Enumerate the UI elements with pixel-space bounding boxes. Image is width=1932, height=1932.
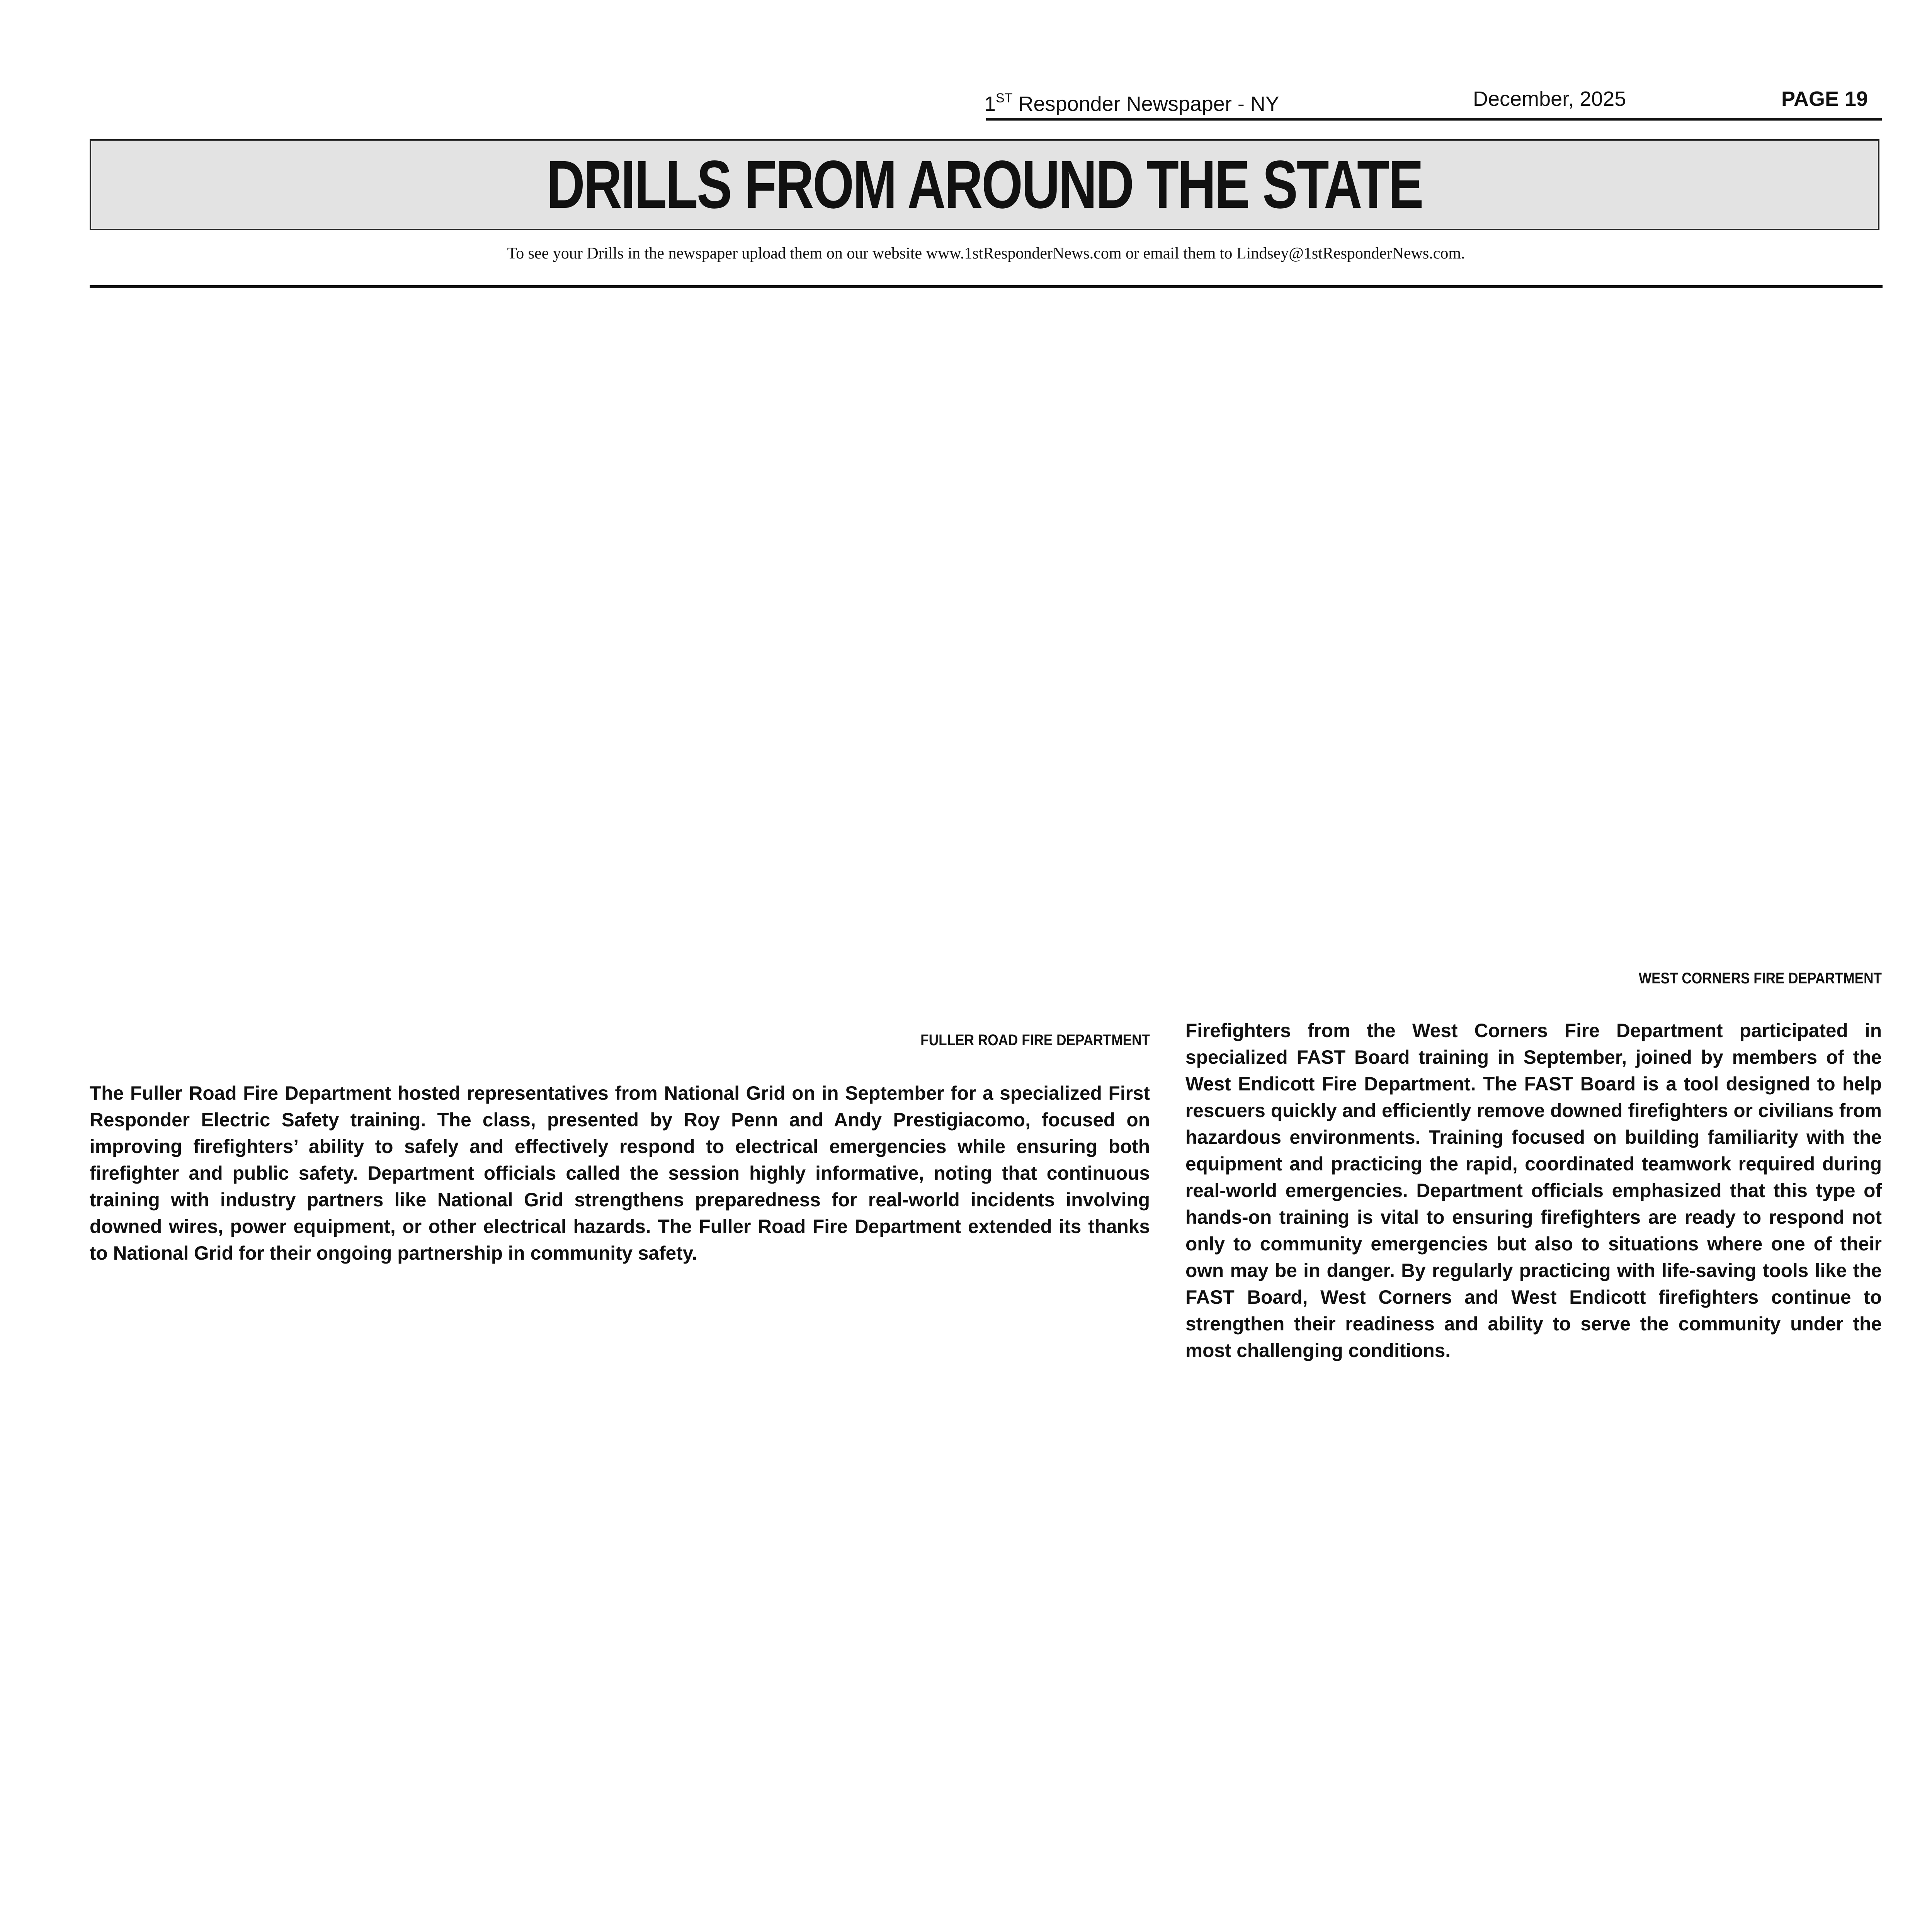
newspaper-name-superscript: ST xyxy=(996,91,1013,105)
newspaper-name xyxy=(984,91,1279,116)
issue-date: December, 2025 xyxy=(1473,87,1626,111)
page-number: PAGE 19 xyxy=(1781,87,1868,111)
submission-note: To see your Drills in the newspaper upload them on our website www.1stResponderNews.com or email them to Lindsey@1stResponderNews.com. xyxy=(507,245,1465,262)
page-header xyxy=(90,83,1883,118)
header-rule xyxy=(986,118,1882,121)
newspaper-name-prefix: 1 xyxy=(984,92,996,116)
department-name: FULLER ROAD FIRE DEPARTMENT xyxy=(920,1032,1150,1049)
section-title-box xyxy=(90,139,1879,230)
article-fuller-road xyxy=(90,1032,1150,1267)
newspaper-name-rest: Responder Newspaper - NY xyxy=(1012,92,1279,116)
article-west-corners xyxy=(1185,970,1882,1364)
section-title: DRILLS FROM AROUND THE STATE xyxy=(546,147,1423,223)
article-body: Firefighters from the West Corners Fire Department participated in specialized FAST Board training in September, joined by members of the West Endicott Fire Department. The FAST Board is a tool designed to help rescuers quickly and efficiently remove downed firefighters or civilians from hazardous environments. Training focused on building familiarity with the equipment and practicing the rapid, coordinated teamwork required during real-world emergencies. Department officials emphasized that this type of hands-on training is vital to ensuring firefighters are ready to respond not only to community emergencies but also to situations where one of their own may be in danger. By regularly practicing with life-saving tools like the FAST Board, West Corners and West Endicott firefighters continue to strengthen their readiness and ability to serve the community under the most challenging conditions. xyxy=(1185,1020,1882,1361)
article-body: The Fuller Road Fire Department hosted representatives from National Grid on in September for a specialized First Responder Electric Safety training. The class, presented by Roy Penn and Andy Prestigiacomo, focused on improving firefighters’ ability to safely and effectively respond to electrical emergencies while ensuring both firefighter and public safety. Department officials called the session highly informative, noting that continuous training with industry partners like National Grid strengthens preparedness for real-world incidents involving downed wires, power equipment, or other electrical hazards. The Fuller Road Fire Department extended its thanks to National Grid for their ongoing partnership in community safety. xyxy=(90,1082,1150,1264)
section-rule xyxy=(90,285,1883,288)
department-name: WEST CORNERS FIRE DEPARTMENT xyxy=(1638,970,1882,987)
